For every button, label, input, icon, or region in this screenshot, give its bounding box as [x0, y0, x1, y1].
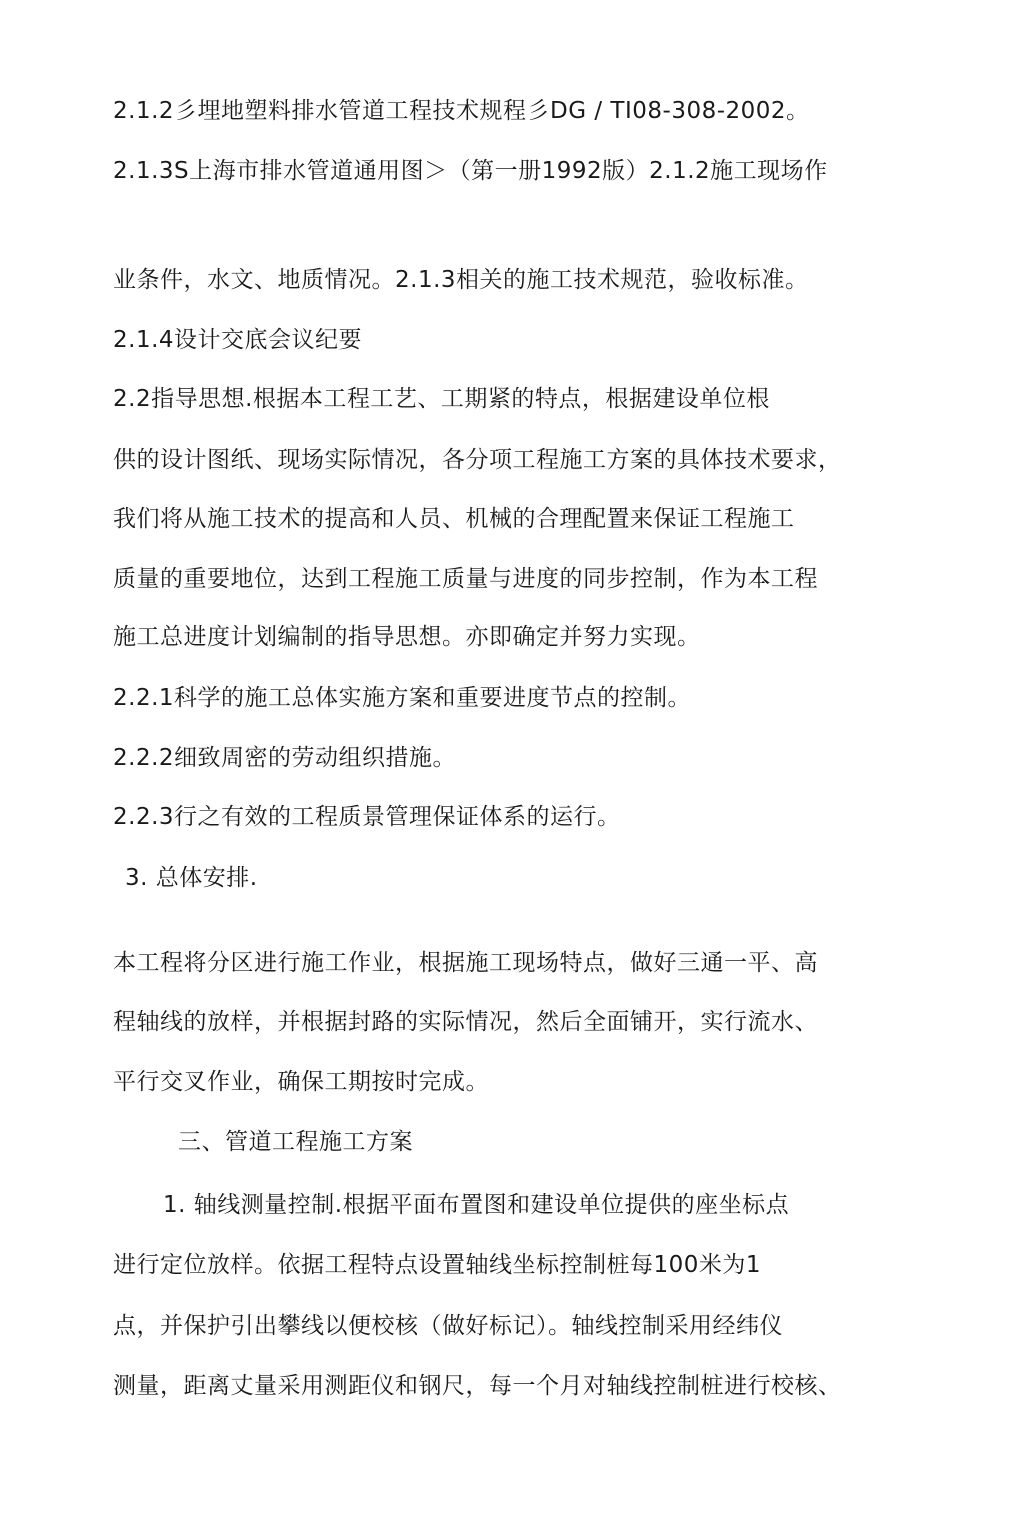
text-line: 供的设计图纸、现场实际情况，各分项工程施工方案的具体技术要求， — [113, 447, 842, 473]
text-line: 2.2.2细致周密的劳动组织措施。 — [113, 745, 457, 771]
section-heading: 3. 总体安排. — [125, 865, 258, 891]
text-line: 测量，距离丈量采用测距仪和钢尺，每一个月对轴线控制桩进行校核、 — [113, 1373, 842, 1399]
text-line: 点，并保护引出攀线以便校核（做好标记）。轴线控制采用经纬仪 — [113, 1313, 783, 1339]
text-line: 2.2指导思想.根据本工程工艺、工期紧的特点，根据建设单位根 — [113, 386, 770, 412]
chapter-heading: 三、管道工程施工方案 — [178, 1129, 413, 1155]
section-heading: 1. 轴线测量控制.根据平面布置图和建设单位提供的座坐标点 — [163, 1192, 790, 1218]
text-line: 2.1.3S上海市排水管道通用图＞（第一册1992版）2.1.2施工现场作 — [113, 158, 828, 184]
text-line: 我们将从施工技术的提高和人员、机械的合理配置来保证工程施工 — [113, 506, 795, 532]
text-line: 本工程将分区进行施工作业，根据施工现场特点，做好三通一平、高 — [113, 950, 818, 976]
text-line: 质量的重要地位，达到工程施工质量与进度的同步控制，作为本工程 — [113, 566, 818, 592]
text-line: 施工总进度计划编制的指导思想。亦即确定并努力实现。 — [113, 624, 701, 650]
text-line: 2.1.4设计交底会议纪要 — [113, 327, 363, 353]
text-line: 程轴线的放样，并根据封路的实际情况，然后全面铺开，实行流水、 — [113, 1009, 818, 1035]
text-line: 2.2.1科学的施工总体实施方案和重要进度节点的控制。 — [113, 685, 692, 711]
text-line: 进行定位放样。依据工程特点设置轴线坐标控制桩每100米为1 — [113, 1252, 762, 1278]
text-line: 2.2.3行之有效的工程质景管理保证体系的运行。 — [113, 804, 621, 830]
text-line: 平行交叉作业，确保工期按时完成。 — [113, 1069, 489, 1095]
text-line: 业条件，水文、地质情况。2.1.3相关的施工技术规范，验收标准。 — [113, 267, 809, 293]
text-line: 2.1.2彡埋地塑料排水管道工程技术规程彡DG / TI08-308-2002。 — [113, 98, 810, 124]
